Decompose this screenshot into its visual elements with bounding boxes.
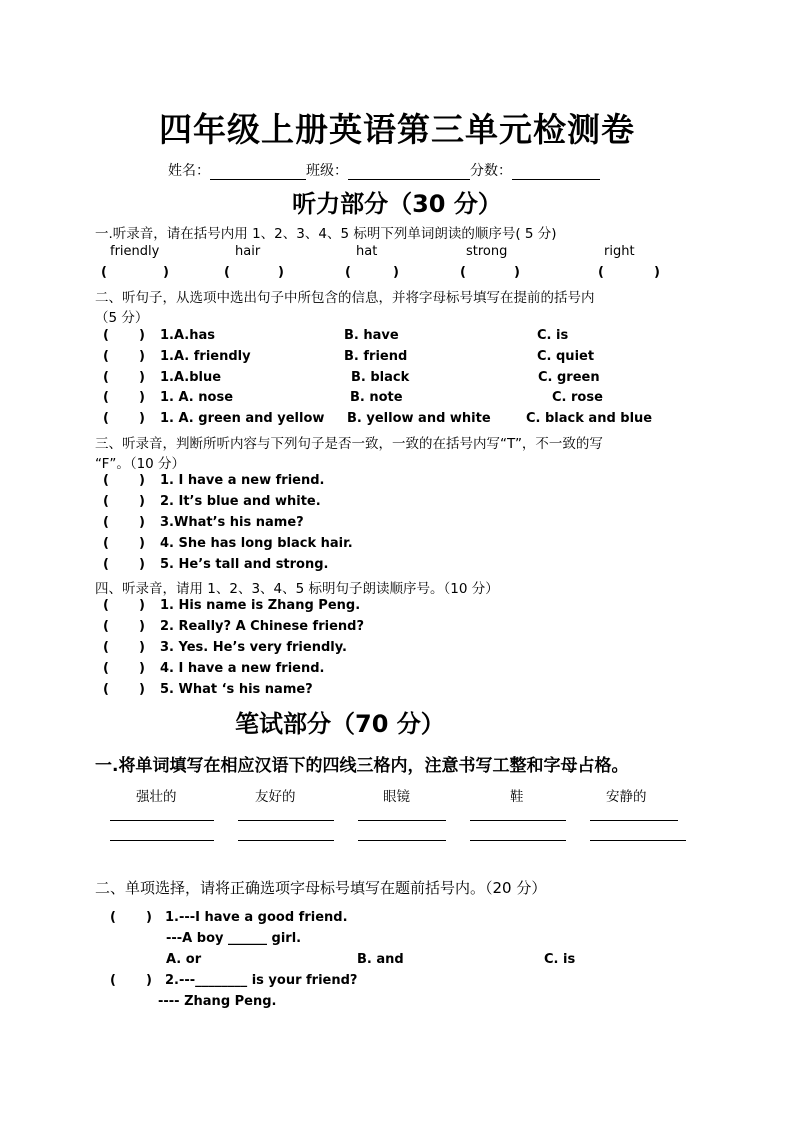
answer-bracket[interactable]: ( ) bbox=[103, 349, 145, 364]
writing-heading: 笔试部分（70 分） bbox=[235, 710, 445, 738]
option-b: B. yellow and white bbox=[347, 411, 491, 426]
statement-item: 4. She has long black hair. bbox=[160, 536, 353, 551]
sentence-item: 2. Really? A Chinese friend? bbox=[160, 619, 364, 634]
answer-bracket[interactable]: ( ) bbox=[110, 973, 152, 988]
statement-item: 5. He’s tall and strong. bbox=[160, 557, 329, 572]
name-field[interactable] bbox=[210, 165, 306, 180]
listening-s3-instruction-points: “F”。（10 分） bbox=[95, 456, 186, 472]
option-a: 1. A. green and yellow bbox=[160, 411, 325, 426]
writing-line[interactable] bbox=[358, 820, 446, 821]
answer-bracket[interactable]: ( ) bbox=[101, 265, 169, 280]
listening-s2-instruction: 二、听句子，从选项中选出句子中所包含的信息，并将字母标号填写在提前的括号内 bbox=[95, 290, 595, 306]
writing-line[interactable] bbox=[110, 820, 214, 821]
s1-word: hat bbox=[356, 244, 378, 259]
answer-bracket[interactable]: ( ) bbox=[103, 390, 145, 405]
s1-word: right bbox=[604, 244, 635, 259]
option-b: B. have bbox=[344, 328, 399, 343]
sentence-item: 4. I have a new friend. bbox=[160, 661, 325, 676]
answer-bracket[interactable]: ( ) bbox=[103, 370, 145, 385]
chinese-word: 安静的 bbox=[606, 789, 647, 805]
answer-bracket[interactable]: ( ) bbox=[103, 411, 145, 426]
listening-s2-instruction-points: （5 分） bbox=[95, 310, 149, 326]
writing-line[interactable] bbox=[590, 840, 686, 841]
answer-bracket[interactable]: ( ) bbox=[460, 265, 520, 280]
question-1: 1.---I have a good friend. bbox=[165, 910, 348, 925]
option-c: C. is bbox=[544, 952, 576, 967]
score-label: 分数： bbox=[470, 163, 512, 179]
option-c: C. black and blue bbox=[526, 411, 653, 426]
question-2-reply: ---- Zhang Peng. bbox=[158, 994, 277, 1009]
page-title: 四年级上册英语第三单元检测卷 bbox=[159, 110, 635, 149]
s1-word: friendly bbox=[110, 244, 160, 259]
s1-word: hair bbox=[235, 244, 261, 259]
answer-bracket[interactable]: ( ) bbox=[103, 661, 145, 676]
writing-line[interactable] bbox=[358, 840, 446, 841]
option-a: 1.A.blue bbox=[160, 370, 222, 385]
s1-word: strong bbox=[466, 244, 508, 259]
answer-bracket[interactable]: ( ) bbox=[103, 640, 145, 655]
answer-bracket[interactable]: ( ) bbox=[224, 265, 284, 280]
name-label: 姓名： bbox=[168, 163, 210, 179]
answer-bracket[interactable]: ( ) bbox=[110, 910, 152, 925]
option-c: C. is bbox=[537, 328, 569, 343]
listening-s1-instruction: 一.听录音，请在括号内用 1、2、3、4、5 标明下列单词朗读的顺序号( 5 分) bbox=[95, 226, 557, 242]
sentence-item: 5. What ‘s his name? bbox=[160, 682, 313, 697]
writing-line[interactable] bbox=[238, 840, 334, 841]
class-label: 班级： bbox=[306, 163, 348, 179]
writing-line[interactable] bbox=[470, 820, 566, 821]
option-b: B. and bbox=[357, 952, 404, 967]
statement-item: 1. I have a new friend. bbox=[160, 473, 325, 488]
sentence-item: 3. Yes. He’s very friendly. bbox=[160, 640, 347, 655]
option-a: A. or bbox=[166, 952, 202, 967]
option-b: B. note bbox=[350, 390, 403, 405]
statement-item: 2. It’s blue and white. bbox=[160, 494, 321, 509]
chinese-word: 鞋 bbox=[510, 789, 524, 805]
writing-line[interactable] bbox=[590, 820, 678, 821]
answer-bracket[interactable]: ( ) bbox=[103, 557, 145, 572]
option-b: B. black bbox=[351, 370, 410, 385]
answer-bracket[interactable]: ( ) bbox=[103, 515, 145, 530]
option-c: C. quiet bbox=[537, 349, 595, 364]
score-field[interactable] bbox=[512, 165, 600, 180]
writing-line[interactable] bbox=[238, 820, 334, 821]
answer-bracket[interactable]: ( ) bbox=[598, 265, 660, 280]
answer-bracket[interactable]: ( ) bbox=[103, 598, 145, 613]
option-c: C. rose bbox=[552, 390, 603, 405]
answer-bracket[interactable]: ( ) bbox=[103, 536, 145, 551]
answer-bracket[interactable]: ( ) bbox=[103, 328, 145, 343]
answer-bracket[interactable]: ( ) bbox=[345, 265, 399, 280]
student-info bbox=[168, 160, 600, 180]
listening-s4-instruction: 四、听录音，请用 1、2、3、4、5 标明句子朗读顺序号。（10 分） bbox=[95, 581, 499, 597]
answer-bracket[interactable]: ( ) bbox=[103, 619, 145, 634]
question-2: 2.---________ is your friend? bbox=[165, 973, 358, 988]
listening-heading: 听力部分（30 分） bbox=[292, 190, 502, 218]
writing-line[interactable] bbox=[110, 840, 214, 841]
chinese-word: 眼镜 bbox=[383, 789, 410, 805]
chinese-word: 强壮的 bbox=[136, 789, 177, 805]
listening-s3-instruction: 三、听录音，判断所听内容与下列句子是否一致，一致的在括号内写“T”，不一致的写 bbox=[95, 436, 603, 452]
sentence-item: 1. His name is Zhang Peng. bbox=[160, 598, 361, 613]
answer-bracket[interactable]: ( ) bbox=[103, 494, 145, 509]
option-b: B. friend bbox=[344, 349, 408, 364]
option-c: C. green bbox=[538, 370, 600, 385]
writing-line[interactable] bbox=[470, 840, 566, 841]
class-field[interactable] bbox=[348, 165, 470, 180]
option-a: 1.A. friendly bbox=[160, 349, 251, 364]
option-a: 1.A.has bbox=[160, 328, 215, 343]
writing-s2-instruction: 二、单项选择，请将正确选项字母标号填写在题前括号内。（20 分） bbox=[95, 879, 547, 897]
answer-bracket[interactable]: ( ) bbox=[103, 682, 145, 697]
answer-bracket[interactable]: ( ) bbox=[103, 473, 145, 488]
option-a: 1. A. nose bbox=[160, 390, 234, 405]
writing-s1-instruction: 一.将单词填写在相应汉语下的四线三格内，注意书写工整和字母占格。 bbox=[95, 756, 629, 776]
statement-item: 3.What’s his name? bbox=[160, 515, 304, 530]
chinese-word: 友好的 bbox=[255, 789, 296, 805]
question-1-reply: ---A boy ______ girl. bbox=[166, 931, 302, 946]
